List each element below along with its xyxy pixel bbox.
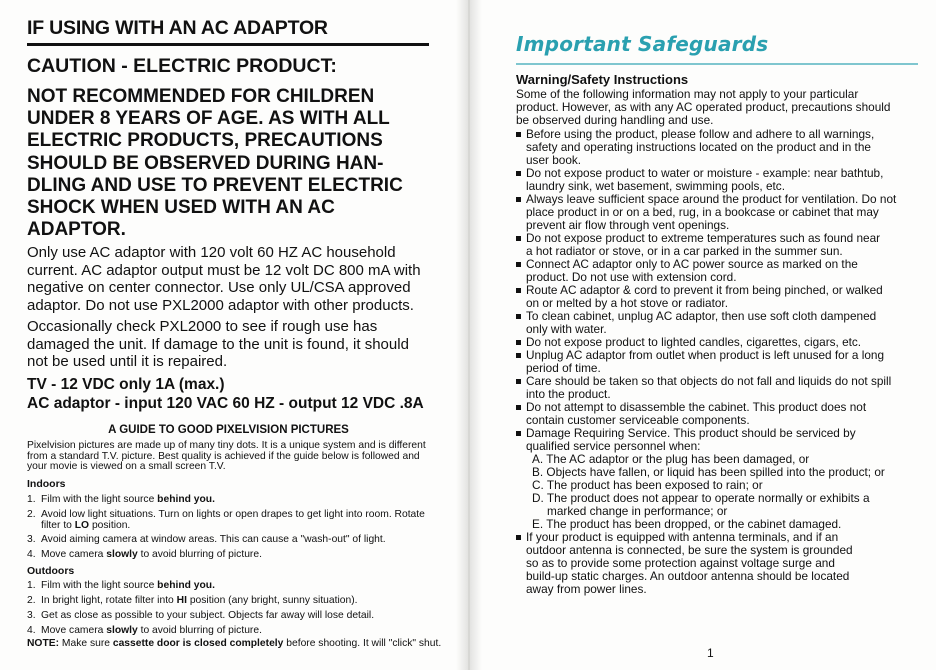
damage-condition-line: C. The product has been exposed to rain; or (532, 478, 763, 492)
bullet-icon (516, 379, 521, 384)
bullet-line: Damage Requiring Service. This product should be serviced by (526, 426, 856, 440)
safety-bullet-item (516, 310, 916, 336)
check-paragraph (27, 318, 439, 371)
paragraph-line: negative on center connector. Use only UL/CSA approved (27, 279, 411, 297)
bullet-line: Connect AC adaptor only to AC power source as marked on the (526, 257, 858, 271)
bullet-line: Do not expose product to extreme temperatures such as found near (526, 231, 881, 245)
list-item: 1. Film with the light source behind you. (27, 580, 215, 591)
bullet-line: Do not attempt to disassemble the cabinet. This product does not (526, 400, 867, 414)
bullet-line: only with water. (526, 322, 607, 336)
list-item: 2. In bright light, rotate filter into HI position (any bright, sunny situation). (27, 595, 358, 606)
warning-line: ELECTRIC PRODUCTS, PRECAUTIONS (27, 130, 383, 152)
bullet-line: away from power lines. (526, 582, 647, 596)
bullet-line: Do not expose product to water or moisture - example: near bathtub, (526, 166, 884, 180)
heading-rule (27, 43, 429, 46)
safety-bullet-item (516, 167, 916, 193)
bullet-line: Do not expose product to lighted candles, cigarettes, cigars, etc. (526, 335, 862, 349)
bullet-line: outdoor antenna is connected, be sure the system is grounded (526, 543, 853, 557)
bullet-line: into the product. (526, 387, 611, 401)
children-warning (27, 86, 447, 241)
safety-bullet-item (516, 349, 916, 375)
safety-bullet-item (516, 427, 916, 531)
bullet-line: safety and operating instructions located on the product and in the (526, 140, 871, 154)
damage-condition-line: E. The product has been dropped, or the cabinet damaged. (532, 517, 842, 531)
bullet-icon (516, 262, 521, 267)
intro-line: Pixelvision pictures are made up of many tiny dots. It is a unique system and is different (27, 440, 426, 451)
bullet-line: If your product is equipped with antenna terminals, and if an (526, 530, 839, 544)
intro-line: your movie is viewed on a small screen T.V. (27, 461, 226, 473)
bullet-icon (516, 353, 521, 358)
safety-bullet-item (516, 375, 916, 401)
bullet-icon (516, 314, 521, 319)
title-rule (516, 63, 918, 65)
bullet-line: To clean cabinet, unplug AC adaptor, then use soft cloth dampened (526, 309, 877, 323)
safety-bullet-item (516, 258, 916, 284)
paragraph-line: not be used until it is repaired. (27, 353, 228, 371)
list-item: 2. Avoid low light situations. Turn on lights or open drapes to get light into room. Rotate filter to LO position. (27, 509, 425, 531)
bullet-line: a hot radiator or stove, or in a car parked in the summer sun. (526, 244, 843, 258)
list-item: 3. Avoid aiming camera at window areas. This can cause a "wash-out" of light. (27, 534, 386, 545)
page-number: 1 (707, 646, 714, 660)
bullet-line: Care should be taken so that objects do not fall and liquids do not spill (526, 374, 892, 388)
bullet-line: contain customer serviceable components. (526, 413, 750, 427)
spec-line: AC adaptor - input 120 VAC 60 HZ - output 12 VDC .8A (27, 395, 424, 412)
intro-line: product. However, as with any AC operated product, precautions should (516, 100, 891, 114)
bullet-icon (516, 535, 521, 540)
indoors-heading: Indoors (27, 478, 66, 490)
adaptor-paragraph (27, 244, 439, 314)
damage-conditions-list (526, 453, 916, 531)
note-label: NOTE: (27, 638, 60, 649)
bullet-icon (516, 288, 521, 293)
list-item: 4. Move camera slowly to avoid blurring of picture. (27, 549, 262, 560)
bullet-icon (516, 171, 521, 176)
damage-condition-line: B. Objects have fallen, or liquid has been spilled into the product; or (532, 465, 885, 479)
paragraph-line: damaged the unit. If damage to the unit is found, it should (27, 335, 409, 353)
warning-line: SHOCK WHEN USED WITH AN AC (27, 197, 335, 219)
paragraph-line: current. AC adaptor output must be 12 volt DC 800 mA with (27, 261, 421, 279)
intro-line: Some of the following information may not apply to your particular (516, 87, 859, 101)
bullet-line: Unplug AC adaptor from outlet when product is left unused for a long (526, 348, 885, 362)
spec-line: TV - 12 VDC only 1A (max.) (27, 376, 225, 393)
guide-intro (27, 441, 447, 473)
safety-list (516, 128, 916, 596)
bullet-line: qualified service personnel when: (526, 439, 701, 453)
bullet-line: so as to provide some protection against voltage surge and (526, 556, 835, 570)
warning-line: DLING AND USE TO PREVENT ELECTRIC (27, 174, 403, 196)
safety-subtitle: Warning/Safety Instructions (516, 72, 689, 87)
bullet-line: laundry sink, wet basement, swimming pools, etc. (526, 179, 785, 193)
warning-line: UNDER 8 YEARS OF AGE. AS WITH ALL (27, 108, 390, 130)
list-item: 3. Get as close as possible to your subject. Objects far away will lose detail. (27, 610, 375, 621)
list-item: 1. Film with the light source behind you. (27, 494, 215, 505)
safety-bullet-item (516, 128, 916, 167)
paragraph-line: Occasionally check PXL2000 to see if rough use has (27, 318, 378, 335)
power-specs (27, 375, 424, 413)
paragraph-line: adaptor. Do not use PXL2000 adaptor with other products. (27, 296, 414, 314)
safety-bullet-item (516, 401, 916, 427)
outdoors-heading: Outdoors (27, 565, 75, 577)
guide-title: A GUIDE TO GOOD PIXELVISION PICTURES (108, 424, 349, 436)
safety-bullet-item (516, 232, 916, 258)
intro-line: from a standard T.V. picture. Best quality is achieved if the guide below is followed and (27, 450, 420, 462)
safety-bullet-item (516, 284, 916, 310)
bullet-line: Always leave sufficient space around the product for ventilation. Do not (526, 192, 897, 206)
bullet-line: user book. (526, 153, 582, 167)
damage-condition-line: marked change in performance; or (547, 504, 728, 518)
bullet-icon (516, 405, 521, 410)
safety-intro (516, 88, 916, 127)
safety-bullet-item (516, 193, 916, 232)
book-gutter (456, 0, 482, 670)
caution-heading: CAUTION - ELECTRIC PRODUCT: (27, 55, 337, 77)
bullet-icon (516, 197, 521, 202)
cassette-note: NOTE: Make sure cassette door is closed completely before shooting. It will "click" shut. (27, 638, 442, 649)
safety-bullet-item (516, 531, 916, 596)
bullet-line: prevent air flow through vent openings. (526, 218, 730, 232)
ac-adaptor-heading: IF USING WITH AN AC ADAPTOR (27, 17, 328, 39)
safeguards-title: Important Safeguards (516, 32, 769, 56)
bullet-icon (516, 431, 521, 436)
bullet-line: build-up static charges. An outdoor antenna should be located (526, 569, 850, 583)
damage-condition-line: D. The product does not appear to operate normally or exhibits a (532, 491, 870, 505)
bullet-line: on or melted by a hot stove or radiator. (526, 296, 728, 310)
bullet-icon (516, 236, 521, 241)
paragraph-line: Only use AC adaptor with 120 volt 60 HZ AC household (27, 244, 396, 261)
bullet-line: place product in or on a bed, rug, in a bookcase or cabinet that may (526, 205, 879, 219)
list-item: 4. Move camera slowly to avoid blurring of picture. (27, 625, 262, 636)
bullet-line: Route AC adaptor & cord to prevent it from being pinched, or walked (526, 283, 883, 297)
damage-condition-line: A. The AC adaptor or the plug has been damaged, or (532, 452, 810, 466)
intro-line: be observed during handling and use. (516, 113, 714, 127)
warning-line: NOT RECOMMENDED FOR CHILDREN (27, 86, 375, 107)
bullet-icon (516, 340, 521, 345)
warning-line: SHOULD BE OBSERVED DURING HAN- (27, 152, 384, 174)
warning-line: ADAPTOR. (27, 219, 126, 241)
bullet-line: product. Do not use with extension cord. (526, 270, 737, 284)
bullet-icon (516, 132, 521, 137)
bullet-line: period of time. (526, 361, 601, 375)
bullet-line: Before using the product, please follow and adhere to all warnings, (526, 127, 875, 141)
